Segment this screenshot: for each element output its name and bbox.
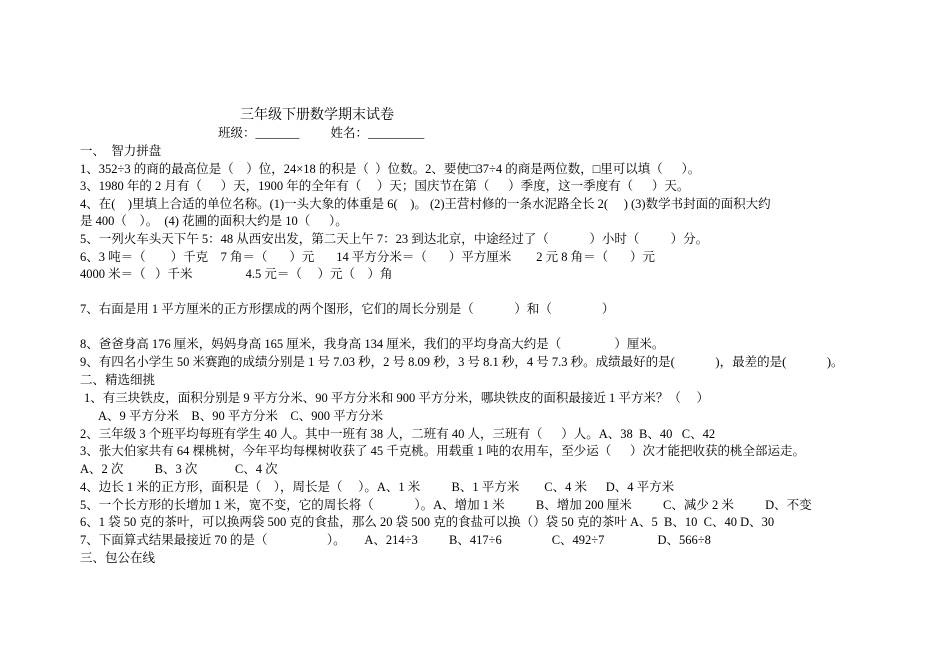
- question-line: 8、爸爸身高 176 厘米，妈妈身高 165 厘米，我身高 134 厘米，我们的平均身高大约是（ ）厘米。: [80, 337, 665, 351]
- question-line: 6、1 袋 50 克的茶叶，可以换两袋 500 克的食盐，那么 20 袋 500 克的食盐可以换（）袋 50 克的茶叶 A、5 B、10 C、40 D、30: [80, 515, 775, 529]
- question-line: 9、有四名小学生 50 米赛跑的成绩分别是 1 号 7.03 秒，2 号 8.09 秒，3 号 8.1 秒，4 号 7.3 秒。成绩最好的是( )，最差的是( )。: [80, 355, 844, 369]
- question-line: 7、下面算式结果最接近 70 的是（ ）。 A、214÷3 B、417÷6 C、492÷7 D、566÷8: [80, 533, 711, 547]
- question-line: 5、一列火车头天下午 5：48 从西安出发，第二天上午 7：23 到达北京，中途经过了（ ）小时（ ）分。: [80, 232, 709, 246]
- question-line: 3、张大伯家共有 64 棵桃树，今年平均每棵树收获了 45 千克桃。用载重 1 吨的农用车，至少运（ ）次才能把收获的桃全部运走。: [80, 444, 806, 458]
- question-line: 1、352÷3 的商的最高位是（ ）位，24×18 的积是（ ）位数。2、要使□37÷4 的商是两位数，□里可以填（ ）。: [80, 162, 701, 176]
- question-line: 4、在( )里填上合适的单位名称。(1)一头大象的体重是 6( )。 (2)王营村修的一条水泥路全长 2( ) (3)数学书封面的面积大约: [80, 197, 771, 211]
- question-line: 4、边长 1 米的正方形，面积是（ ），周长是（ ）。A、1 米 B、1 平方米 C、4 米 D、4 平方米: [80, 480, 675, 494]
- question-line: 6、3 吨＝（ ）千克 7 角＝（ ）元 14 平方分米＝（ ）平方厘米 2 元 8 角＝（ ）元: [80, 250, 656, 264]
- section3-heading: 三、包公在线: [80, 551, 156, 565]
- question-line: 是 400（ ）。 (4) 花圃的面积大约是 10（ ）。: [80, 214, 348, 228]
- section2-heading: 二、精选细挑: [80, 373, 156, 387]
- options-line: A、2 次 B、3 次 C、4 次: [80, 462, 278, 476]
- question-line: 7、右面是用 1 平方厘米的正方形摆成的两个图形，它们的周长分别是（ ）和（ ）: [80, 302, 615, 316]
- question-line: 3、1980 年的 2 月有（ ）天，1900 年的全年有（ ）天；国庆节在第（ ）季度，这一季度有（ ）天。: [80, 179, 690, 193]
- options-line: A、9 平方分米 B、90 平方分米 C、900 平方分米: [98, 409, 384, 423]
- question-line: 1、有三块铁皮，面积分别是 9 平方分米、90 平方分米和 900 平方分米，哪块铁皮的面积最接近 1 平方米？（ ）: [84, 391, 710, 405]
- question-line: 2、三年级 3 个班平均每班有学生 40 人。其中一班有 38 人，二班有 40 人，三班有（ ）人。A、38 B、40 C、42: [80, 427, 716, 441]
- question-line: 4000 米＝（ ）千米 4.5 元＝（ ）元（ ）角: [80, 267, 393, 281]
- page-title: 三年级下册数学期末试卷: [240, 108, 394, 123]
- section1-heading: 一、 智力拼盘: [80, 144, 162, 158]
- question-line: 5、一个长方形的长增加 1 米，宽不变，它的周长将（ ）。A、增加 1 米 B、增加 200 厘米 C、减少 2 米 D、不变: [80, 498, 812, 512]
- class-name-line: 班级：_______ 姓名：_________: [218, 126, 425, 140]
